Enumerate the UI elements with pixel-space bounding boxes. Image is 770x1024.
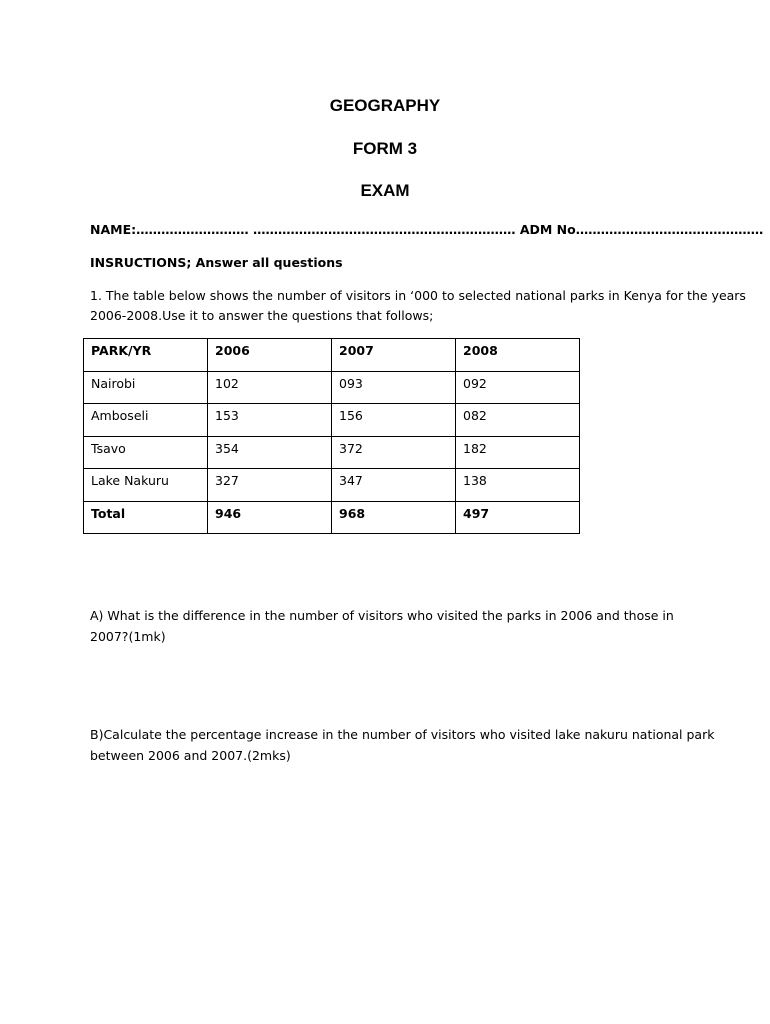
table-row — [84, 436, 580, 469]
table-header-cell: PARK/YR — [84, 339, 208, 372]
table-cell: 327 — [208, 469, 332, 502]
table-row — [84, 371, 580, 404]
visitors-table — [83, 338, 580, 534]
table-header-cell: 2008 — [456, 339, 580, 372]
table-cell: 093 — [332, 371, 456, 404]
table-cell: 347 — [332, 469, 456, 502]
table-cell: 082 — [456, 404, 580, 437]
table-header-row — [84, 339, 580, 372]
table-total-cell: 946 — [208, 501, 332, 534]
table-cell: 156 — [332, 404, 456, 437]
table-total-cell: 968 — [332, 501, 456, 534]
table-cell: Nairobi — [84, 371, 208, 404]
table-cell: 102 — [208, 371, 332, 404]
table-total-row — [84, 501, 580, 534]
question-b-line-1: B)Calculate the percentage increase in the number of visitors who visited lake nakuru national park — [90, 727, 715, 742]
table-row — [84, 404, 580, 437]
table-cell: 354 — [208, 436, 332, 469]
table-row — [84, 469, 580, 502]
table-cell: Tsavo — [84, 436, 208, 469]
table-cell: 138 — [456, 469, 580, 502]
subject-title: GEOGRAPHY — [329, 96, 441, 115]
table-header-cell: 2006 — [208, 339, 332, 372]
question-b-line-2: between 2006 and 2007.(2mks) — [90, 748, 291, 763]
name-adm-line: NAME:……………………… ……………………………………………………… ADM No……………………………………… — [90, 222, 764, 237]
table-total-cell: 497 — [456, 501, 580, 534]
question-a-line-1: A) What is the difference in the number of visitors who visited the parks in 2006 and those in — [90, 608, 674, 623]
instructions: INSRUCTIONS; Answer all questions — [90, 255, 343, 270]
table-cell: Amboseli — [84, 404, 208, 437]
table-cell: Lake Nakuru — [84, 469, 208, 502]
question-1-line-1: 1. The table below shows the number of visitors in ‘000 to selected national parks in Kenya for the years — [90, 288, 746, 303]
table-total-cell: Total — [84, 501, 208, 534]
form-title: FORM 3 — [352, 139, 418, 158]
table-cell: 092 — [456, 371, 580, 404]
table-header-cell: 2007 — [332, 339, 456, 372]
exam-title: EXAM — [360, 181, 410, 200]
table-cell: 153 — [208, 404, 332, 437]
table-cell: 182 — [456, 436, 580, 469]
question-1-line-2: 2006-2008.Use it to answer the questions that follows; — [90, 308, 434, 323]
table-cell: 372 — [332, 436, 456, 469]
question-a-line-2: 2007?(1mk) — [90, 629, 166, 644]
